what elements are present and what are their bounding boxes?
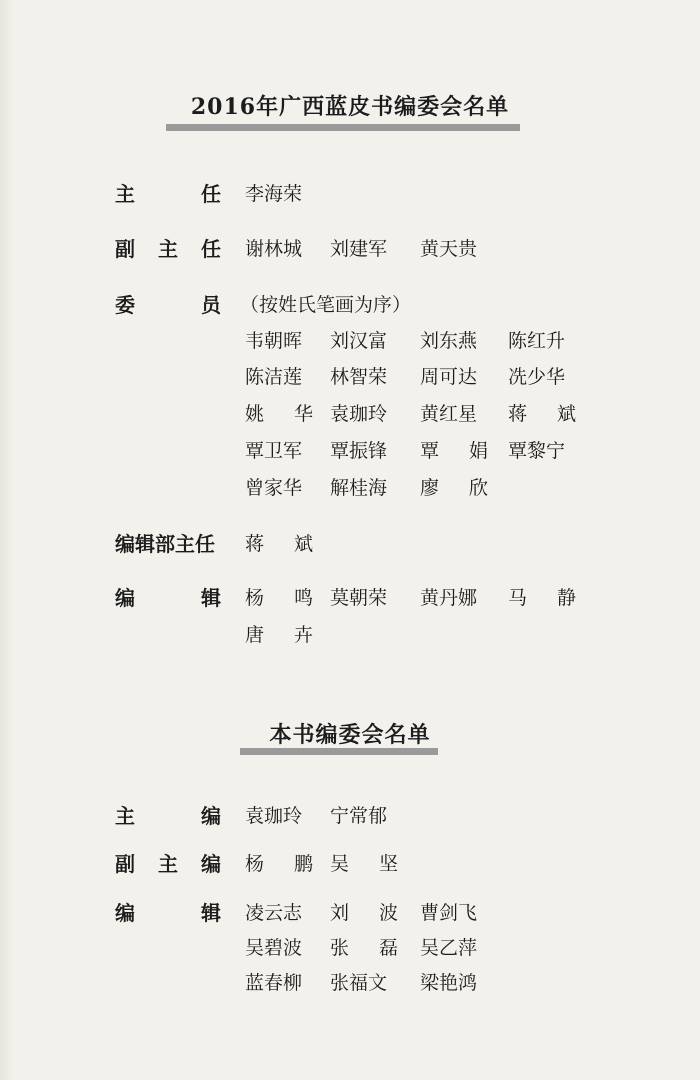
person-name: 刘 东 燕 — [420, 330, 478, 352]
role-chair: 主 任 — [115, 182, 221, 206]
person-name: 黄 丹 娜 — [420, 587, 478, 609]
person-name: 吴 乙 萍 — [420, 937, 478, 959]
person-name: 刘 建 军 — [330, 238, 388, 260]
role-editors-2: 编 辑 — [115, 901, 221, 925]
person-name: 韦 朝 晖 — [245, 330, 303, 352]
person-name: 宁 常 郁 — [330, 805, 388, 827]
person-name: 刘 汉 富 — [330, 330, 388, 352]
person-name: 覃 振 锋 — [330, 440, 388, 462]
role-deputy-editor: 副 主 编 — [115, 852, 221, 876]
role-vice-chair: 副 主 任 — [115, 237, 221, 261]
person-name: 姚 华 — [245, 403, 313, 425]
section1-title: 2016年广西蓝皮书编委会名单 — [190, 94, 510, 120]
person-name: 蒋 斌 — [508, 403, 576, 425]
person-name: 凌 云 志 — [245, 902, 303, 924]
person-name: 解 桂 海 — [330, 477, 388, 499]
role-chief-editor: 主 编 — [115, 804, 221, 828]
section2-title-underline — [240, 748, 438, 755]
person-name: 张 福 文 — [330, 972, 388, 994]
section2-title: 本书编委会名单 — [269, 722, 431, 748]
person-name: 刘 波 — [330, 902, 398, 924]
person-name: 吴 坚 — [330, 853, 398, 875]
person-name: 黄 红 星 — [420, 403, 478, 425]
role-members: 委 员 — [115, 293, 221, 317]
section1-title-underline — [166, 124, 520, 131]
person-name: 袁 珈 玲 — [330, 403, 388, 425]
person-name: 莫 朝 荣 — [330, 587, 388, 609]
person-name: 马 静 — [508, 587, 576, 609]
person-name: 李 海 荣 — [245, 183, 303, 205]
person-name: 谢 林 城 — [245, 238, 303, 260]
person-name: 梁 艳 鸿 — [420, 972, 478, 994]
person-name: 冼 少 华 — [508, 366, 566, 388]
person-name: 吴 碧 波 — [245, 937, 303, 959]
page-edge-shadow — [0, 0, 14, 1080]
role-editors: 编 辑 — [115, 586, 221, 610]
person-name: 杨 鹏 — [245, 853, 313, 875]
person-name: 覃 卫 军 — [245, 440, 303, 462]
person-name: 曹 剑 飞 — [420, 902, 478, 924]
person-name: 周 可 达 — [420, 366, 478, 388]
person-name: 黄 天 贵 — [420, 238, 478, 260]
person-name: 林 智 荣 — [330, 366, 388, 388]
ordering-note: （按姓氏笔画为序） — [240, 294, 412, 316]
person-name: 覃 娟 — [420, 440, 488, 462]
person-name: 张 磊 — [330, 937, 398, 959]
person-name: 曾 家 华 — [245, 477, 303, 499]
person-name: 蒋 斌 — [245, 533, 313, 555]
person-name: 廖 欣 — [420, 477, 488, 499]
person-name: 陈 洁 莲 — [245, 366, 303, 388]
person-name: 陈 红 升 — [508, 330, 566, 352]
person-name: 杨 鸣 — [245, 587, 313, 609]
person-name: 袁 珈 玲 — [245, 805, 303, 827]
role-dept-head: 编 辑 部 主 任 — [115, 532, 215, 556]
person-name: 覃 黎 宁 — [508, 440, 566, 462]
person-name: 唐 卉 — [245, 624, 313, 646]
person-name: 蓝 春 柳 — [245, 972, 303, 994]
